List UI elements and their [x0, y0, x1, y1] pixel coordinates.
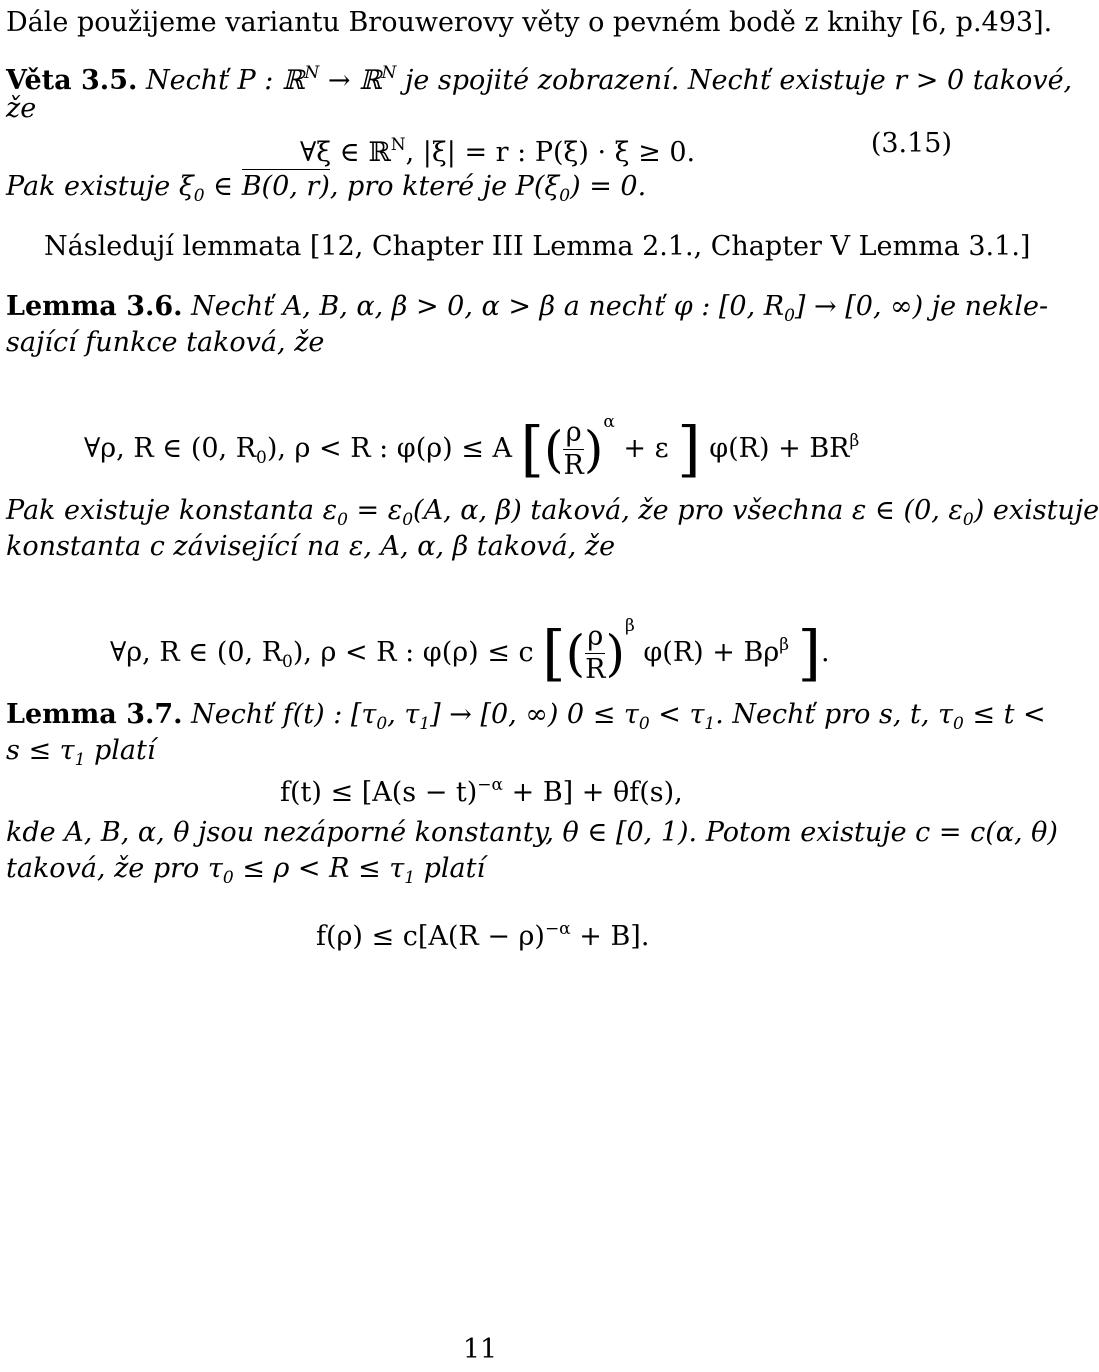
theorem-3-5-line2: že	[6, 93, 37, 124]
fraction-rho-over-r-2: $\frac{\rho}{R}$	[585, 621, 606, 685]
lemma-3-7-line1: Lemma 3.7. Nechť f(t) : [$\tau_0$, $\tau_1] \to [0$, ∞) $0 \le \tau_0 < \tau_1$. Nechť pro s, t, $\tau_0 \le t$ <	[6, 699, 1046, 734]
lemma-3-7-final-equation: $f(\rho) \le c[A(R - \rho)^{-\alpha} + B]$.	[316, 919, 650, 952]
theorem-3-5-conclusion: Pak existuje $\xi_0$ ∈ B(0, r), pro které je $P(\xi_0) = 0$.	[6, 171, 647, 206]
lemma-3-7-takova: taková, že pro $\tau_0 \le \rho < R \le \tau_1$ platí	[6, 853, 486, 888]
theorem-label: Věta 3.5.	[6, 65, 138, 96]
lemmata-note: Následují lemmata [12, Chapter III Lemma 2.1., Chapter V Lemma 3.1.]	[44, 231, 1031, 262]
equation-number: (3.15)	[870, 128, 952, 159]
page-number: 11	[462, 1334, 498, 1365]
lemma-3-6-line2: sající funkce taková, že	[6, 327, 325, 358]
lemma-3-6-line1: Lemma 3.6. Nechť A, B, α, β > 0, α > β a nechť φ : [0, $R_0] \to [0$, ∞) je nekle-	[6, 291, 1049, 326]
lemma-3-6-conclusion-line1: Pak existuje konstanta $\varepsilon_0 = \varepsilon_0(A$, α, β) taková, že pro všechna ε ∈ (0, $\varepsilon_0$) existuje	[6, 495, 1099, 530]
lemma-label-3-7: Lemma 3.7.	[6, 699, 183, 730]
lemma-label: Lemma 3.6.	[6, 291, 183, 322]
lemma-3-7-equation: $f(t) \le [A(s - t)^{-\alpha} + B] + \theta f(s)$,	[280, 775, 683, 808]
lemma-3-6-equation2: ∀ρ, R ∈ (0, $R_0$), ρ < R : φ(ρ) ≤ c [( $\frac{\rho}{R}$ )$^\beta$ $\varphi(R) + B\rho^\beta$ ].	[110, 616, 830, 689]
fraction-rho-over-r: $\frac{\rho}{R}$	[563, 417, 584, 481]
intro-paragraph: Dále použijeme variantu Brouwerovy věty o pevném bodě z knihy [6, p.493].	[6, 7, 1053, 38]
closure-ball: B(0, r)	[241, 171, 330, 202]
lemma-3-7-kde: kde A, B, α, θ jsou nezáporné konstanty, θ ∈ [0, 1). Potom existuje c = c(α, θ)	[6, 817, 1058, 848]
equation-3-15: ∀ξ ∈ ℝ$^N$, |ξ| = r : P(ξ) · ξ ≥ 0.	[300, 135, 696, 168]
lemma-3-7-line2: $s \le \tau_1$ platí	[6, 735, 156, 770]
theorem-3-5-line1: Věta 3.5. Nechť P : ℝ$^N$ → ℝ$^N$ je spojité zobrazení. Nechť existuje r > 0 takové,	[6, 63, 1073, 96]
lemma-3-6-conclusion-line2: konstanta c závisející na ε, A, α, β taková, že	[6, 531, 616, 562]
lemma-3-6-equation1: ∀ρ, R ∈ (0, $R_0$), ρ < R : φ(ρ) ≤ A [( $\frac{\rho}{R}$ )$^\alpha$ + ε ] $\varphi(R) + BR^\beta$	[84, 412, 860, 485]
